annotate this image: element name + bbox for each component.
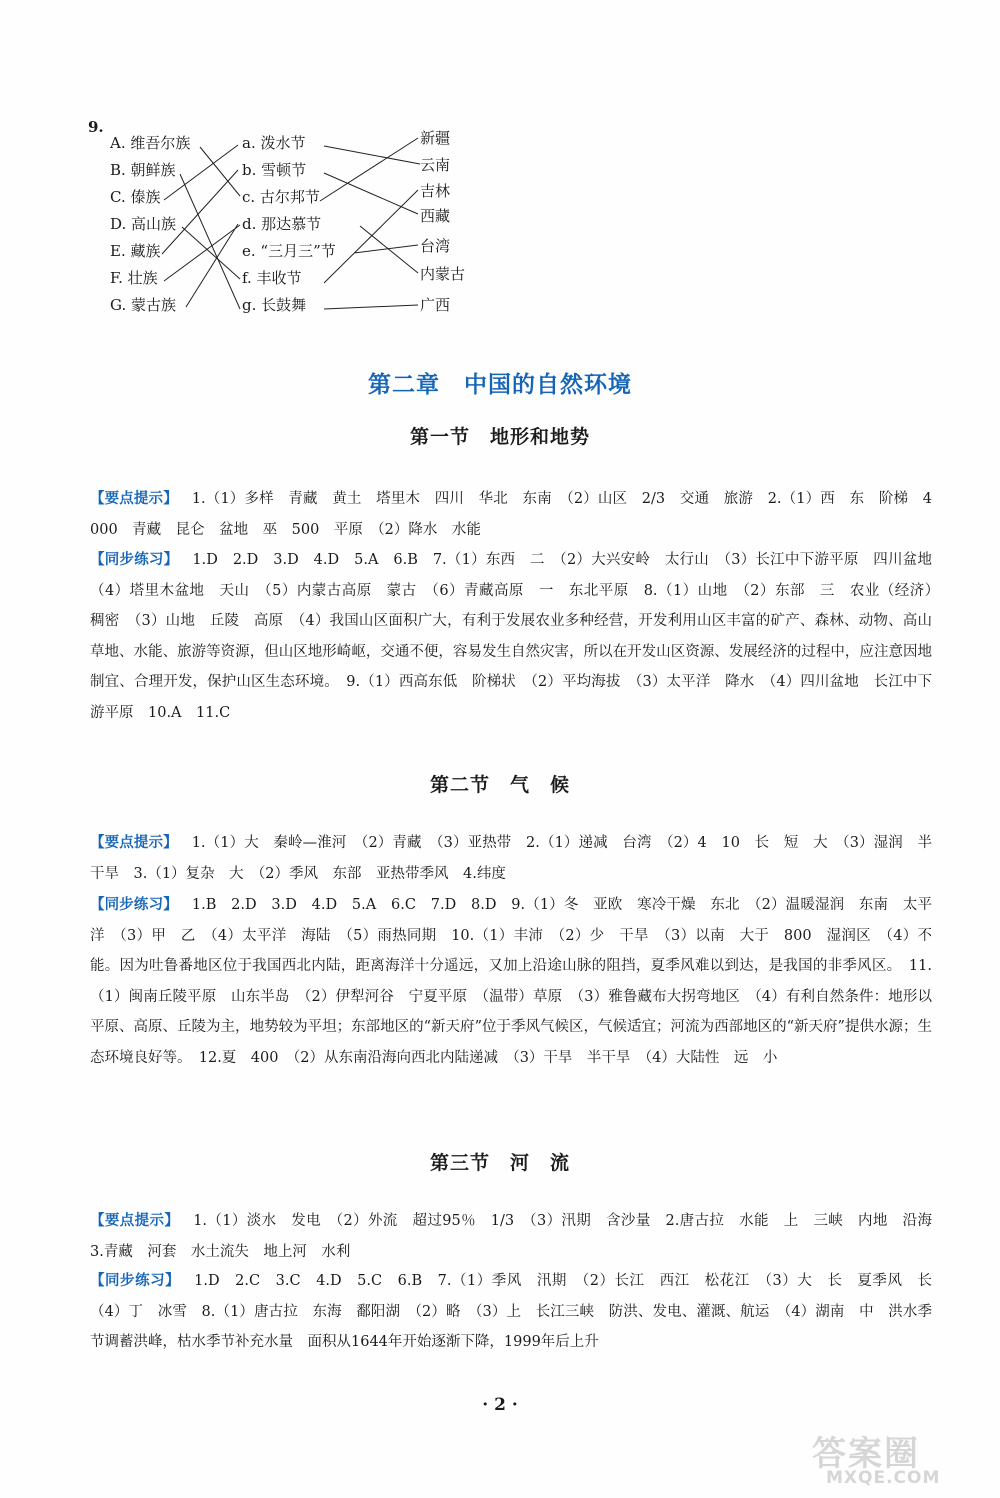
section-climate-key-points	[90, 828, 932, 889]
section-landform-exercises	[90, 545, 947, 728]
page-number: · 2 ·	[482, 1395, 518, 1415]
region-item: 云南	[420, 156, 451, 174]
festival-item: g. 长鼓舞	[242, 296, 307, 314]
section-climate-exercises	[90, 890, 932, 1073]
ethnic-group-item: D. 高山族	[110, 215, 177, 233]
ethnic-group-item: B. 朝鲜族	[110, 161, 176, 179]
festival-item: b. 雪顿节	[242, 161, 307, 179]
festival-item: f. 丰收节	[242, 269, 302, 287]
region-item: 吉林	[420, 182, 451, 200]
exercises-text: 1.D 2.C 3.C 4.D 5.C 6.B 7.（1）季风 汛期 （2）长江 西江 松花江 （3）大 长 夏季风 长 （4）丁 冰雪 8.（1）唐古拉 东海 鄱阳湖 （2）略 （3）上 长江三峡 防洪、发电、灌溉、航运 （4）湖南 中 洪水季节调蓄洪峰，枯水季节补充水量 面积从1644年开始逐渐下降，1999年后上升	[90, 1273, 947, 1350]
matching-exercise	[88, 118, 508, 328]
ethnic-group-item: F. 壮族	[110, 269, 158, 287]
watermark-text: 答案圈	[812, 1434, 920, 1474]
chapter-title: 第二章 中国的自然环境	[368, 372, 632, 398]
exercises-text: 1.D 2.D 3.D 4.D 5.A 6.B 7.（1）东西 二 （2）大兴安岭 太行山 （3）长江中下游平原 四川盆地 （4）塔里木盆地 天山 （5）内蒙古高原 蒙古 （6）青藏高原 一 东北平原 8.（1）山地 （2）东部 三 农业（经济） 稠密 （3）山地 丘陵 高原 （4）我国山区面积广大，有利于发展农业多种经营，开发利用山区丰富的矿产、森林、动物、高山草地、水能、旅游等资源，但山区地形崎岖，交通不便，容易发生自然灾害，所以在开发山区资源、发展经济的过程中，应注意因地制宜、合理开发，保护山区生态环境。 9.（1）西高东低 阶梯状 （2）平均海拔 （3）太平洋 降水 （4）四川盆地 长江中下游平原 10.A 11.C	[90, 552, 947, 721]
exercises-tag: 【同步练习】	[90, 1273, 181, 1289]
section-title-rivers: 第三节 河 流	[429, 1152, 570, 1174]
match-line-G-d	[186, 224, 238, 307]
region-item: 西藏	[420, 207, 451, 225]
section-rivers-exercises	[90, 1266, 947, 1358]
region-item: 内蒙古	[420, 265, 466, 283]
ethnic-group-item: A. 维吾尔族	[110, 134, 191, 152]
section-title-climate: 第二节 气 候	[429, 774, 570, 796]
region-item: 新疆	[420, 129, 451, 147]
match-line-f-jilin	[324, 190, 418, 283]
festival-item: c. 古尔邦节	[242, 188, 320, 206]
ethnic-group-item: G. 蒙古族	[110, 296, 176, 314]
match-line-b-xizang	[324, 173, 418, 214]
section-rivers-key-points	[90, 1206, 947, 1267]
match-line-d-neimenggu	[360, 226, 418, 273]
key-points-text: 1.（1）大 秦岭—淮河 （2）青藏 （3）亚热带 2.（1）递减 台湾 （2）4 10 长 短 大 （3）湿润 半干旱 3.（1）复杂 大 （2）季风 东部 亚热带季风 4.纬度	[90, 835, 932, 882]
key-points-text: 1.（1）淡水 发电 （2）外流 超过95％ 1/3 （3）汛期 含沙量 2.唐古拉 水能 上 三峡 内地 沿海 3.青藏 河套 水土流失 地上河 水利	[90, 1213, 947, 1260]
match-line-A-c	[200, 147, 240, 196]
exercises-tag: 【同步练习】	[90, 552, 179, 568]
key-points-text: 1.（1）多样 青藏 黄土 塔里木 四川 华北 东南 （2）山区 2/3 交通 旅游 2.（1）西 东 阶梯 4 000 青藏 昆仑 盆地 巫 500 平原 （2）降水 水能	[90, 491, 932, 538]
exercises-tag: 【同步练习】	[90, 897, 178, 913]
match-line-e-taiwan	[354, 245, 418, 253]
festival-item: e. “三月三”节	[242, 242, 336, 260]
match-line-c-xinjiang	[320, 138, 418, 201]
watermark-domain: MXQE.COM	[826, 1468, 941, 1488]
key-points-tag: 【要点提示】	[90, 491, 178, 507]
watermark-logo	[808, 1426, 978, 1492]
key-points-tag: 【要点提示】	[90, 1213, 180, 1229]
section-landform-key-points	[90, 484, 932, 545]
exercises-text: 1.B 2.D 3.D 4.D 5.A 6.C 7.D 8.D 9.（1）冬 亚欧 寒冷干燥 东北 （2）温暖湿润 东南 太平洋 （3）甲 乙 （4）太平洋 海陆 （5）雨热同期 10.（1）丰沛 （2）少 干旱 （3）以南 大于 800 湿润区 （4）不能。因为吐鲁番地区位于我国西北内陆，距离海洋十分遥远，又加上沿途山脉的阻挡，夏季风难以到达，是我国的非季风区。 11.（1）闽南丘陵平原 山东半岛 （2）伊犁河谷 宁夏平原 （温带）草原 （3）雅鲁藏布大拐弯地区 （4）有利自然条件：地形以平原、高原、丘陵为主，地势较为平坦；东部地区的“新天府”位于季风气候区，气候适宜；河流为西部地区的“新天府”提供水源；生态环境良好等。 12.夏 400 （2）从东南沿海向西北内陆递减 （3）干旱 半干旱 （4）大陆性 远 小	[90, 897, 932, 1066]
region-item: 台湾	[420, 237, 451, 255]
question-number: 9.	[88, 118, 104, 136]
match-line-g-guangxi	[324, 305, 418, 309]
match-line-a-yunnan	[324, 146, 420, 164]
match-line-B-g	[180, 174, 240, 309]
festival-item: d. 那达慕节	[242, 215, 322, 233]
key-points-tag: 【要点提示】	[90, 835, 178, 851]
festival-item: a. 泼水节	[242, 134, 306, 152]
region-item: 广西	[420, 296, 451, 314]
ethnic-group-item: C. 傣族	[110, 188, 161, 206]
section-title-landform: 第一节 地形和地势	[409, 426, 590, 448]
ethnic-group-item: E. 藏族	[110, 242, 161, 260]
